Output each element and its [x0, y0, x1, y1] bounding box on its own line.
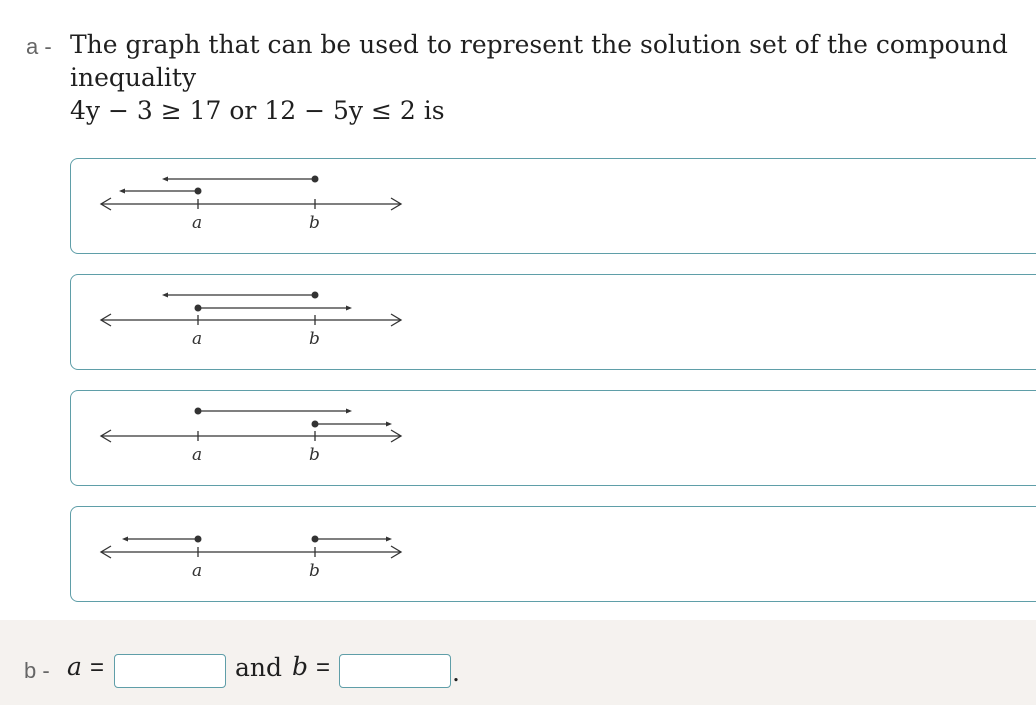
- equals-sign-b: =: [316, 654, 331, 681]
- closed-dot-b: [312, 421, 319, 428]
- variable-b-label: b: [292, 652, 309, 681]
- b-value-input[interactable]: [339, 654, 451, 688]
- tick-label-a: a: [192, 329, 203, 349]
- sentence-period: .: [452, 658, 460, 687]
- closed-dot-a: [195, 188, 202, 195]
- question-line-1: The graph that can be used to represent the solution set of the compound: [70, 30, 1008, 59]
- tick-label-b: b: [309, 561, 320, 581]
- tick-label-b: b: [309, 213, 320, 233]
- closed-dot-a: [195, 305, 202, 312]
- question-text: [70, 28, 1036, 127]
- equals-sign-a: =: [90, 654, 105, 681]
- ray-arrowhead-right: [386, 537, 392, 542]
- number-line-graph-4: [71, 507, 471, 603]
- ray-arrowhead-right: [386, 422, 392, 427]
- number-line-graph-1: [71, 159, 471, 255]
- ray-arrowhead-left: [119, 189, 125, 194]
- tick-label-b: b: [309, 445, 320, 465]
- closed-dot-b: [312, 536, 319, 543]
- number-line-graph-2: [71, 275, 471, 371]
- variable-a-label: a: [67, 652, 82, 681]
- tick-label-a: a: [192, 561, 203, 581]
- closed-dot-a: [195, 536, 202, 543]
- part-b-label: b -: [24, 658, 50, 683]
- a-value-input[interactable]: [114, 654, 226, 688]
- answer-option-2[interactable]: [70, 274, 1036, 370]
- ray-arrowhead-right: [346, 409, 352, 414]
- ray-arrowhead-left: [162, 177, 168, 182]
- ray-arrowhead-right: [346, 306, 352, 311]
- and-text: and: [235, 653, 283, 682]
- closed-dot-b: [312, 292, 319, 299]
- tick-label-b: b: [309, 329, 320, 349]
- ray-arrowhead-left: [122, 537, 128, 542]
- closed-dot-b: [312, 176, 319, 183]
- answer-option-1[interactable]: [70, 158, 1036, 254]
- question-line-2: inequality: [70, 63, 197, 92]
- closed-dot-a: [195, 408, 202, 415]
- tick-label-a: a: [192, 445, 203, 465]
- answer-option-3[interactable]: [70, 390, 1036, 486]
- ray-arrowhead-left: [162, 293, 168, 298]
- question-line-3: 4y − 3 ≥ 17 or 12 − 5y ≤ 2 is: [70, 96, 445, 125]
- tick-label-a: a: [192, 213, 203, 233]
- number-line-graph-3: [71, 391, 471, 487]
- part-a-label: a -: [26, 34, 52, 59]
- part-b-section: [0, 620, 1036, 705]
- answer-option-4[interactable]: [70, 506, 1036, 602]
